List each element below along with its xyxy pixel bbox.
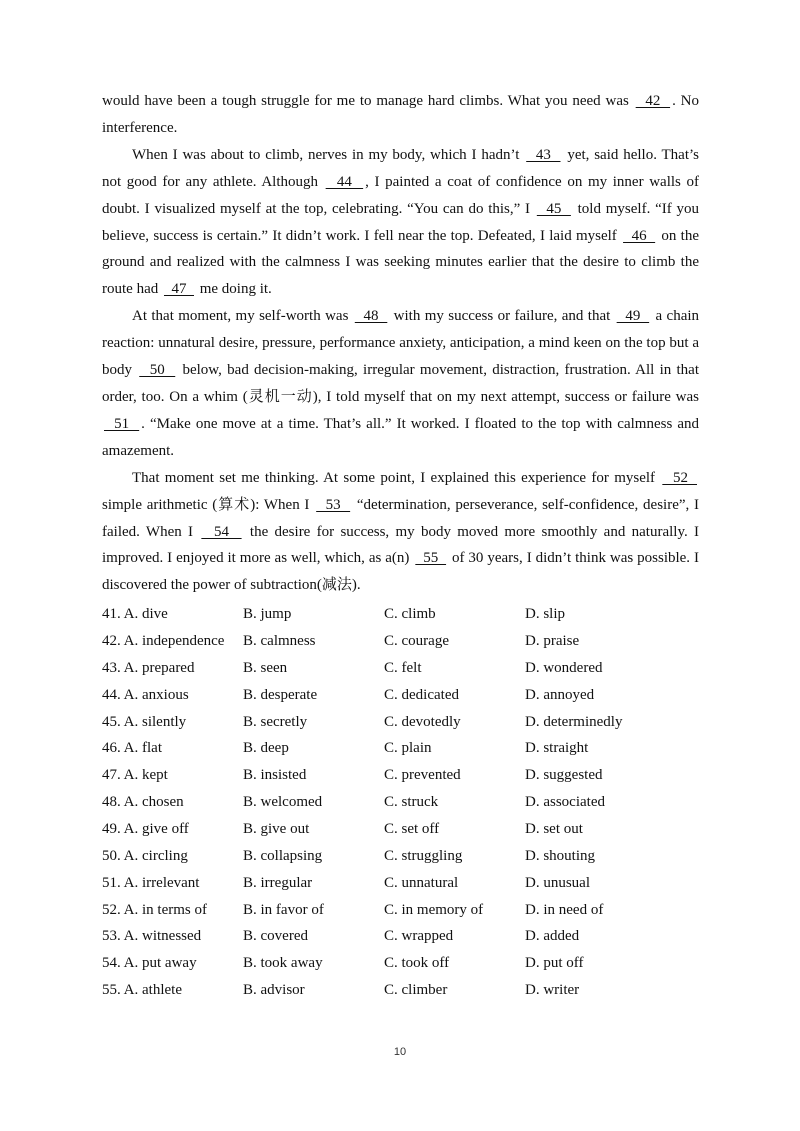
question-row [102,735,699,762]
question-row [102,762,699,789]
passage-text: “determination, perseverance, self-confidence, desire”, I failed. When I [102,496,699,540]
option-c: C. wrapped [384,928,454,945]
passage-text: of 30 years, I didn’t think was possible. I discovered the power of subtraction(减法). [102,550,699,594]
option-d: D. determinedly [525,713,623,730]
option-d: D. added [525,928,580,945]
passage-text: yet, said hello. That’s not good for any athlete. Although [102,146,699,190]
exam-page [102,88,699,1004]
blank-53: 53 [316,496,351,513]
option-a: 52. A. in terms of [102,901,207,918]
option-a: 49. A. give off [102,820,189,837]
option-b: B. deep [243,740,289,757]
passage-text: told myself. “If you believe, success is certain.” It didn’t work. I fell near the top. Defeated, I laid myself [102,200,699,244]
passage-text: When I was about to climb, nerves in my body, which I hadn’t [132,146,525,163]
passage-paragraph-2 [102,142,699,303]
option-b: B. secretly [243,713,308,730]
option-d: D. writer [525,982,580,999]
blank-51: 51 [104,415,140,432]
option-c: C. prevented [384,767,461,784]
blank-49: 49 [616,308,650,325]
option-a: 54. A. put away [102,955,197,972]
option-d: D. put off [525,955,584,972]
passage-text: the desire for success, my body moved more smoothly and naturally. I improved. I enjoyed it more as well, which, as a(n) [102,523,700,567]
option-c: C. plain [384,740,432,757]
option-b: B. desperate [243,686,318,703]
option-b: B. seen [243,659,288,676]
passage-paragraph-3 [102,303,699,464]
option-c: C. courage [384,633,449,650]
passage-paragraph-4 [102,465,699,600]
option-b: B. welcomed [243,794,323,811]
option-b: B. jump [243,606,292,623]
option-a: 44. A. anxious [102,686,189,703]
option-c: C. struggling [384,847,463,864]
option-d: D. praise [525,633,580,650]
blank-44: 44 [325,173,364,190]
option-a: 55. A. athlete [102,982,182,999]
question-row [102,789,699,816]
blank-48: 48 [354,308,388,325]
option-d: D. unusual [525,874,590,891]
blank-54: 54 [201,523,242,540]
option-b: B. collapsing [243,847,323,864]
option-a: 47. A. kept [102,767,168,784]
question-row [102,816,699,843]
blank-45: 45 [536,200,571,217]
option-c: C. in memory of [384,901,484,918]
option-b: B. give out [243,820,310,837]
option-a: 46. A. flat [102,740,162,757]
option-d: D. associated [525,794,605,811]
passage-text: . No interference. [102,93,699,136]
passage-text: me doing it. [195,281,272,298]
option-c: C. devotedly [384,713,461,730]
passage-text: At that moment, my self-worth was [132,308,353,325]
option-b: B. insisted [243,767,307,784]
option-a: 48. A. chosen [102,794,184,811]
passage-text: , I painted a coat of confidence on my inner walls of doubt. I visualized myself at the top, celebrating. “You can do this,” I [102,173,699,217]
option-d: D. annoyed [525,686,595,703]
passage-text: on the ground and realized with the calmness I was seeking minutes earlier that the desire to climb the route had [102,227,699,298]
option-c: C. climber [384,982,448,999]
option-c: C. set off [384,820,440,837]
passage-paragraph-1 [102,88,699,142]
option-a: 51. A. irrelevant [102,874,200,891]
question-row [102,843,699,870]
option-c: C. took off [384,955,450,972]
question-row [102,923,699,950]
passage-text: That moment set me thinking. At some point, I explained this experience for myself [132,469,661,486]
option-d: D. slip [525,606,566,623]
question-row [102,655,699,682]
option-a: 41. A. dive [102,606,168,623]
question-row [102,977,699,1004]
option-a: 45. A. silently [102,713,187,730]
option-c: C. climb [384,606,436,623]
option-d: D. shouting [525,847,596,864]
option-c: C. felt [384,659,422,676]
passage-text: below, bad decision-making, irregular movement, distraction, frustration. All in that order, too. On a whim (灵机一动), I told myself that on my next attempt, success or failure was [102,362,700,405]
option-d: D. set out [525,820,583,837]
option-b: B. in favor of [243,901,324,918]
blank-46: 46 [623,227,656,244]
option-d: D. suggested [525,767,603,784]
option-d: D. in need of [525,901,604,918]
question-row [102,682,699,709]
blank-42: 42 [635,93,671,109]
passage-text: a chain reaction: unnatural desire, pressure, performance anxiety, anticipation, a mind keen on the top but a body [102,308,700,379]
option-d: D. straight [525,740,589,757]
question-row [102,950,699,977]
blank-52: 52 [662,469,697,486]
option-a: 53. A. witnessed [102,928,202,945]
option-b: B. covered [243,928,308,945]
option-c: C. dedicated [384,686,459,703]
question-row [102,628,699,655]
question-row [102,870,699,897]
blank-43: 43 [526,146,561,163]
blank-55: 55 [415,550,447,567]
option-c: C. unnatural [384,874,459,891]
option-c: C. struck [384,794,439,811]
page-number: 10 [393,1046,407,1058]
option-b: B. advisor [243,982,305,999]
question-row [102,709,699,736]
option-b: B. irregular [243,874,313,891]
passage-text: . “Make one move at a time. That’s all.” It worked. I floated to the top with calmness and amazement. [102,415,699,459]
blank-47: 47 [163,281,194,298]
answer-options-list [102,601,699,1004]
option-d: D. wondered [525,659,603,676]
option-b: B. calmness [243,633,316,650]
question-row [102,601,699,628]
blank-50: 50 [139,362,176,379]
passage-text: would have been a tough struggle for me to manage hard climbs. What you need was [102,93,634,109]
option-a: 42. A. independence [102,633,225,650]
option-a: 43. A. prepared [102,659,195,676]
option-b: B. took away [243,955,323,972]
option-a: 50. A. circling [102,847,188,864]
passage-text: with my success or failure, and that [389,308,615,325]
passage-text: simple arithmetic (算术): When I [102,496,315,513]
question-row [102,897,699,924]
